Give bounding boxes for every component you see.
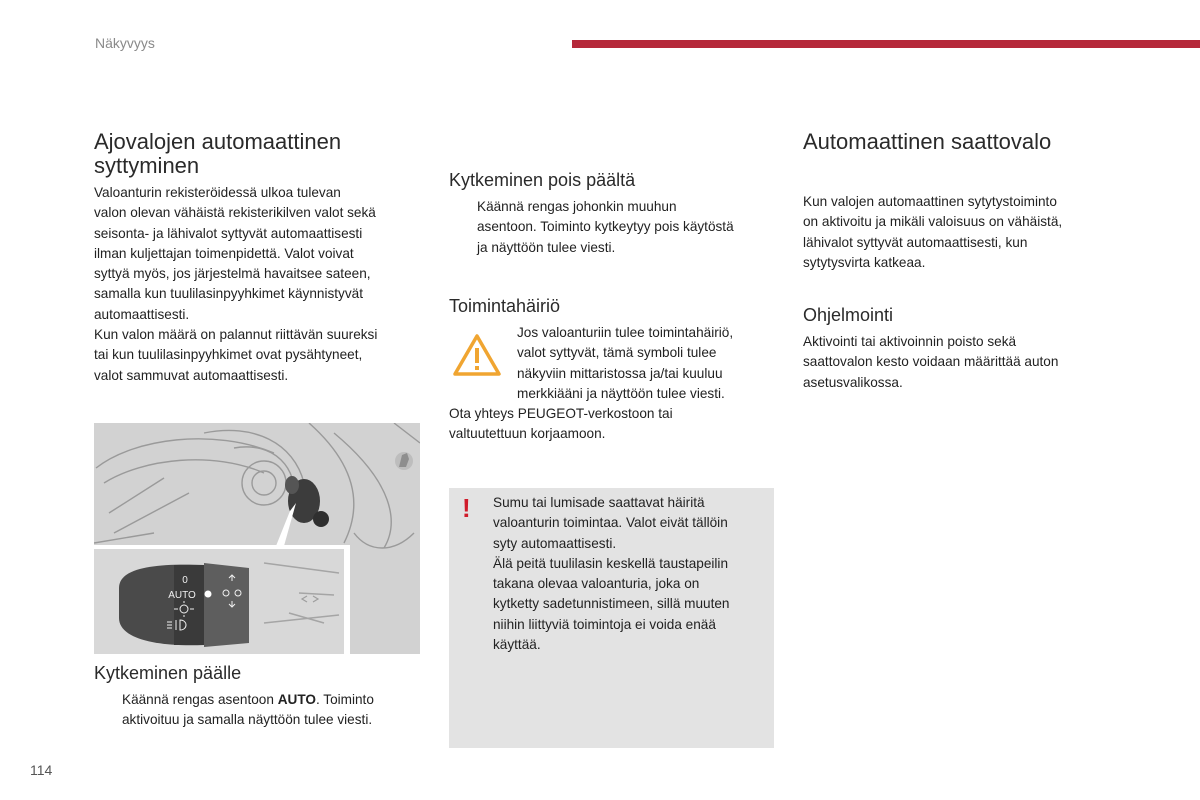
bullet-icon bbox=[449, 197, 477, 258]
heading-switch-off: Kytkeminen pois päältä bbox=[449, 170, 636, 190]
intro-paragraph bbox=[94, 183, 424, 386]
text-line: Jos valoanturiin tulee toimintahäiriö, bbox=[517, 325, 734, 340]
light-stalk-illustration bbox=[94, 423, 420, 654]
section-title-auto-lights bbox=[94, 130, 434, 178]
text-line: valtuutettuun korjaamoon. bbox=[449, 426, 606, 442]
text-line: takana olevaa valoanturia, joka on bbox=[493, 576, 700, 592]
accent-bar bbox=[572, 40, 1200, 48]
emphasis-auto: AUTO bbox=[277, 692, 316, 707]
text-line: sytytysvirta katkeaa. bbox=[803, 254, 926, 270]
text-line: syttyä myös, jos järjestelmä havaitsee sateen, bbox=[94, 266, 371, 282]
heading-switch-on: Kytkeminen päälle bbox=[94, 663, 242, 683]
switch-off-bullet bbox=[449, 197, 779, 258]
text-line: Kun valon määrä on palannut riittävän suureksi bbox=[94, 327, 378, 343]
title-line-1: Ajovalojen automaattinen bbox=[94, 129, 342, 154]
text-line: Valoanturin rekisteröidessä ulkoa tulevan bbox=[94, 185, 341, 200]
text-line: Aktivointi tai aktivoinnin poisto sekä bbox=[803, 334, 1017, 349]
switch-on-bullet bbox=[94, 690, 424, 731]
brand-lion-icon bbox=[395, 452, 413, 470]
text-line: seisonta- ja lähivalot syttyvät automaattisesti bbox=[94, 225, 363, 241]
text-line: samalla kun tuulilasinpyyhkimet käynnistyvät bbox=[94, 286, 363, 302]
text-line: automaattisesti. bbox=[94, 306, 190, 322]
text-line: ja näyttöön tulee viesti. bbox=[477, 239, 616, 255]
text-line: valot syttyvät, tämä symboli tulee bbox=[517, 345, 717, 361]
position-dot-icon bbox=[205, 591, 212, 598]
text-line: näkyviin mittaristossa ja/tai kuuluu bbox=[517, 365, 723, 381]
stalk-label-auto: AUTO bbox=[168, 590, 196, 601]
text-line: valon olevan vähäistä rekisterikilven valot sekä bbox=[94, 205, 376, 221]
text-line: asetusvalikossa. bbox=[803, 374, 903, 390]
text-line: Sumu tai lumisade saattavat häiritä bbox=[493, 495, 705, 510]
text-line: Käännä rengas asentoon bbox=[122, 692, 278, 707]
text-line: aktivoituu ja samalla näyttöön tulee viesti. bbox=[122, 712, 373, 728]
follow-me-paragraph bbox=[803, 192, 1123, 273]
section-label: Näkyvyys bbox=[95, 35, 155, 51]
page-number: 114 bbox=[30, 762, 53, 778]
text-line: valot sammuvat automaattisesti. bbox=[94, 367, 289, 383]
text-line: . Toiminto bbox=[315, 692, 374, 707]
text-line: syty automaattisesti. bbox=[493, 535, 617, 551]
text-line: Älä peitä tuulilasin keskellä taustapeilin bbox=[493, 555, 729, 571]
text-line: tai kun tuulilasinpyyhkimet ovat pysähtyneet, bbox=[94, 347, 363, 363]
heading-malfunction: Toimintahäiriö bbox=[449, 296, 561, 316]
text-line: niihin liittyviä toimintoja ei voida enää bbox=[493, 616, 716, 632]
bullet-icon bbox=[94, 690, 122, 731]
text-line: on aktivoitu ja mikäli valoisuus on vähäistä, bbox=[803, 214, 1063, 230]
text-line: valoanturin toimintaa. Valot eivät tällöin bbox=[493, 515, 728, 531]
programming-paragraph bbox=[803, 332, 1123, 393]
text-line: ilman kuljettajan toimenpidettä. Valot voivat bbox=[94, 245, 354, 261]
text-line: saattovalon kesto voidaan määrittää auton bbox=[803, 354, 1059, 370]
section-title-follow-me-home: Automaattinen saattovalo bbox=[803, 129, 1052, 154]
warning-triangle-icon bbox=[452, 333, 502, 377]
text-line: käyttää. bbox=[493, 637, 541, 653]
note-paragraph bbox=[493, 493, 773, 655]
text-line: Kun valojen automaattinen sytytystoiminto bbox=[803, 194, 1057, 209]
text-line: merkkiääni ja näyttöön tulee viesti. bbox=[517, 385, 725, 401]
text-line: Käännä rengas johonkin muuhun bbox=[477, 199, 677, 214]
stalk-label-zero: 0 bbox=[182, 575, 188, 586]
malfunction-paragraph bbox=[517, 323, 777, 404]
text-line: kytketty sadetunnistimeen, sillä muuten bbox=[493, 596, 730, 612]
text-line: Ota yhteys PEUGEOT-verkostoon tai bbox=[449, 406, 673, 421]
exclamation-icon: ! bbox=[462, 493, 471, 523]
text-line: lähivalot syttyvät automaattisesti, kun bbox=[803, 234, 1028, 250]
text-line: asentoon. Toiminto kytkeytyy pois käytöstä bbox=[477, 219, 734, 235]
contact-dealer-paragraph bbox=[449, 404, 779, 445]
title-line-2: syttyminen bbox=[94, 153, 200, 178]
heading-programming: Ohjelmointi bbox=[803, 305, 894, 325]
